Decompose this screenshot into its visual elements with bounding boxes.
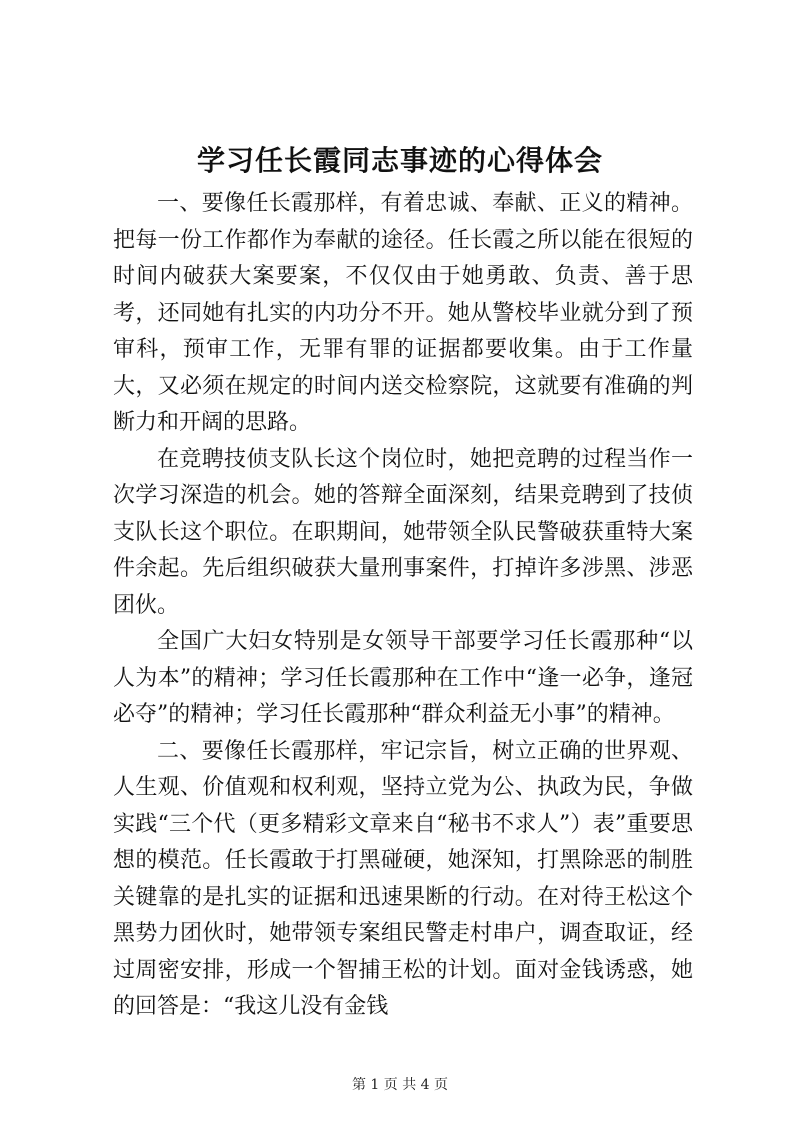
document-title: 学习任长霞同志事迹的心得体会 [196,144,603,177]
page-footer: 第 1 页 共 4 页 [351,1077,449,1093]
paragraph: 全国广大妇女特别是女领导干部要学习任长霞那种“以人为本”的精神；学习任长霞那种在工作中“逢一必争，逢冠必夺”的精神；学习任长霞那种“群众利益无小事”的精神。 [113,629,693,727]
paragraph: 二、要像任长霞那样，牢记宗旨，树立正确的世界观、人生观、价值观和权利观，坚持立党为公、执政为民，争做实践“三个代（更多精彩文章来自“秘书不求人”）表”重要思想的模范。任长霞敢于打黑碰硬，她深知，打黑除恶的制胜关键靠的是扎实的证据和迅速果断的行动。在对待王松这个黑势力团伙时，她带领专案组民警走村串户，调查取证，经过周密安排，形成一个智捕王松的计划。面对金钱诱惑，她的回答是：“我这儿没有金钱 [113,738,693,1019]
paragraph: 在竞聘技侦支队长这个岗位时，她把竞聘的过程当作一次学习深造的机会。她的答辩全面深刻，结果竞聘到了技侦支队长这个职位。在职期间，她带领全队民警破获重特大案件余起。先后组织破获大量刑事案件，打掉许多涉黑、涉恶团伙。 [113,446,693,618]
paragraph: 一、要像任长霞那样，有着忠诚、奉献、正义的精神。把每一份工作都作为奉献的途径。任长霞之所以能在很短的时间内破获大案要案，不仅仅由于她勇敢、负责、善于思考，还同她有扎实的内功分不开。她从警校毕业就分到了预审科，预审工作，无罪有罪的证据都要收集。由于工作量大，又必须在规定的时间内送交检察院，这就要有准确的判断力和开阔的思路。 [113,191,693,435]
document-body [113,186,693,1026]
